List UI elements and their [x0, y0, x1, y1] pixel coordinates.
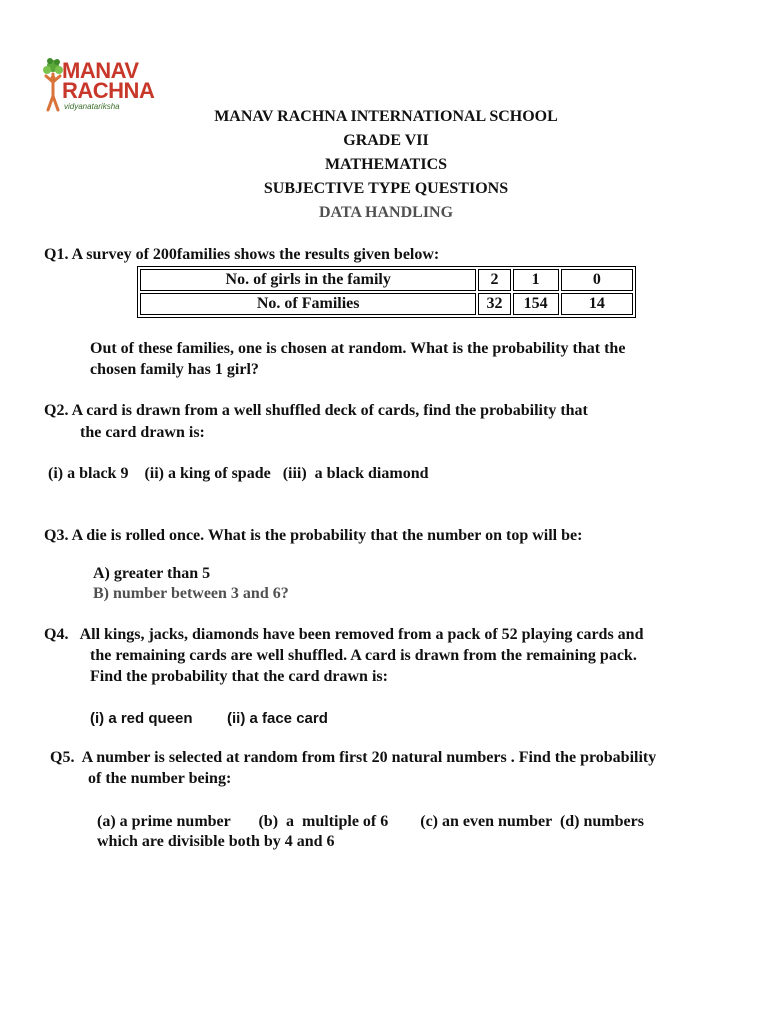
- table-cell: No. of Families: [140, 293, 476, 315]
- logo-line2: RACHNA: [62, 78, 155, 103]
- table-cell: 14: [561, 293, 633, 315]
- q4-line3: Find the probability that the card drawn is:: [90, 668, 388, 685]
- grade-heading: GRADE VII: [343, 132, 429, 149]
- q4-option-i: (i) a red queen: [90, 710, 193, 727]
- q2-options: (i) a black 9 (ii) a king of spade (iii) a black diamond: [48, 465, 429, 482]
- q1-follow-line1: Out of these families, one is chosen at random. What is the probability that the: [90, 340, 626, 357]
- table-cell: 1: [513, 269, 559, 291]
- q5-options-line2: which are divisible both by 4 and 6: [97, 833, 335, 850]
- table-cell: 0: [561, 269, 633, 291]
- q2-line2: the card drawn is:: [80, 424, 205, 441]
- table-row: [140, 293, 633, 315]
- subject-heading: MATHEMATICS: [324, 156, 448, 173]
- q5-line2: of the number being:: [88, 770, 232, 787]
- q3-option-a: A) greater than 5: [93, 565, 211, 582]
- topic-heading: DATA HANDLING: [318, 204, 454, 221]
- table-cell: 32: [478, 293, 510, 315]
- q4-option-ii: (ii) a face card: [227, 710, 328, 727]
- q3-text: Q3. A die is rolled once. What is the probability that the number on top will be:: [44, 527, 583, 544]
- q4-line2: the remaining cards are well shuffled. A card is drawn from the remaining pack.: [90, 647, 637, 664]
- q3-option-b: B) number between 3 and 6?: [93, 585, 289, 602]
- survey-table: [137, 266, 636, 318]
- type-heading: SUBJECTIVE TYPE QUESTIONS: [263, 180, 509, 197]
- school-name: MANAV RACHNA INTERNATIONAL SCHOOL: [214, 108, 558, 125]
- q4-line1: Q4. All kings, jacks, diamonds have been removed from a pack of 52 playing cards and: [44, 626, 644, 643]
- logo-line1: MANAV: [62, 58, 139, 83]
- q1-follow-line2: chosen family has 1 girl?: [90, 361, 259, 378]
- table-cell: No. of girls in the family: [140, 269, 476, 291]
- logo-tagline: vidyanatariksha: [64, 102, 120, 111]
- table-cell: 154: [513, 293, 559, 315]
- table-row: [140, 269, 633, 291]
- q5-options-line1: (a) a prime number (b) a multiple of 6 (c) an even number (d) numbers: [97, 813, 644, 830]
- q1-text: Q1. A survey of 200families shows the results given below:: [44, 246, 440, 263]
- q2-line1: Q2. A card is drawn from a well shuffled deck of cards, find the probability that: [44, 402, 588, 419]
- table-cell: 2: [478, 269, 510, 291]
- q5-line1: Q5. A number is selected at random from first 20 natural numbers . Find the probability: [50, 749, 657, 766]
